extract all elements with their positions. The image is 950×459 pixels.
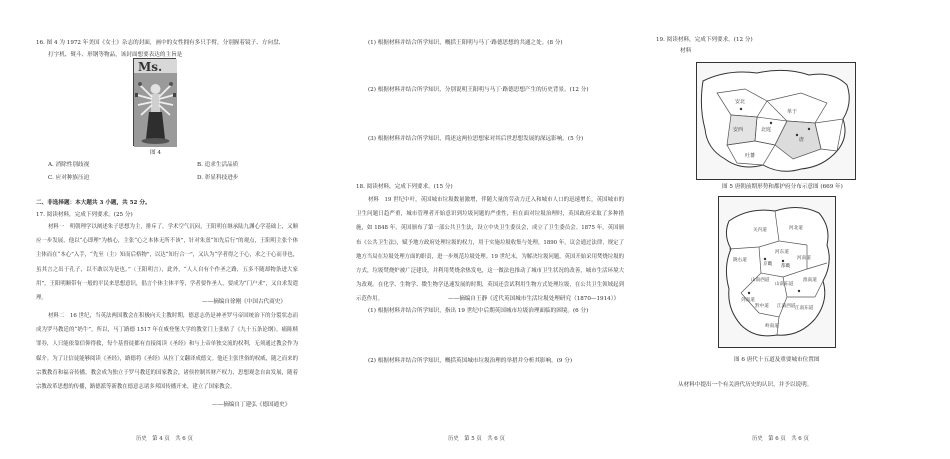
map2-label-jiangnan-east: 江南东道 <box>795 306 814 311</box>
q18-sub-2: (2) 根据材料并结合所学知识，概括英国城市垃圾治理的举措并分析其影响。(9 分) <box>368 358 572 364</box>
map1-label-anxi: 安西 <box>733 127 744 133</box>
q19-stem: 19. 阅读材料，完成下列要求。(12 分) <box>656 37 753 43</box>
map2-label-hedong: 河东道 <box>775 250 789 255</box>
map-2-drawing <box>719 197 835 347</box>
map2-label-huainan: 淮南道 <box>803 278 817 283</box>
q17-stem: 17. 阅读材料，完成下列要求。(25 分) <box>36 212 133 218</box>
map2-label-jiannan: 剑南道 <box>741 298 755 303</box>
q18-material-source: ——摘编自王静《近代英国城市生活垃圾处理研究（1870—1914）》 <box>448 296 620 302</box>
poster-title: Ms. <box>138 60 163 74</box>
map1-label-chanyu: 单于 <box>787 109 798 115</box>
map2-label-hebei: 河北道 <box>789 226 803 231</box>
map2-label-jingji: 京畿 <box>763 262 773 267</box>
q17-material-1-source: ——摘编自徐刚《中国古代商史》 <box>202 299 286 305</box>
map2-label-duji: 都畿 <box>781 264 791 269</box>
exam-page-4 <box>0 0 320 459</box>
map2-label-guannei: 关内道 <box>753 228 767 233</box>
q19-task: 从材料中提出一个有关唐代历史的认识，并予以说明。 <box>678 382 813 388</box>
map1-label-tubo: 吐蕃 <box>745 153 756 159</box>
option-d: D. 彰显科技进步 <box>197 175 239 181</box>
map2-label-shannan-east: 山南东道 <box>775 282 794 287</box>
map1-label-anbei: 安北 <box>735 99 746 105</box>
map2-label-henan: 河南道 <box>797 256 811 261</box>
page-4-footer: 历史 第 4 页 共 6 页 <box>136 436 193 442</box>
option-b: B. 追求生活品质 <box>197 162 239 168</box>
q17-sub-2: (2) 根据材料并结合所学知识，分别说明王阳明与马丁·路德思想产生的历史背景。(12 分) <box>368 87 589 93</box>
map2-label-longyou: 陇右道 <box>733 258 747 263</box>
page-6-footer: 历史 第 6 页 共 6 页 <box>752 436 809 442</box>
map2-label-qianzhong: 黔中道 <box>755 304 769 309</box>
q17-material-2: 材料二 16 世纪，当英法两国教会在积极向天主教时期，德意志仍是神圣罗马帝国统治下的分裂状态而成为罗马教廷的“奶牛”，所以，马丁路德 1517 年在威登堡大学的教堂门上张贴了《九十五条论纲》，痛陈赎罪券，人只能依靠信仰得救，每个基督徒都有直接阅读《圣经》和与上帝单独交流的权利，无须通过教会作为媒介。为了让信徒能够阅读《圣经》，路德将《圣经》从拉丁文翻译成德文。他还主张世俗的权威，随之而来的宗教教育和福音传播，教会成为独立于罗马教廷的国家教会，诸侯控制其财产权力，思想观念自由发展，随着宗教改革思想的传播，路德派等新教在德意志诸多邦国传播开来，建立了国家教会。 <box>36 313 298 391</box>
option-a: A. 消除性别歧视 <box>48 162 90 168</box>
exam-page-6 <box>632 0 950 459</box>
map-1-drawing <box>697 63 855 179</box>
q16-stem-line1: 16. 图 4 为 1972 年美国《女士》杂志的封面，画中的女性拥有多只手臂，分别握着镜子、方向盘、 <box>36 40 285 46</box>
material-label: 材料 <box>680 48 692 54</box>
map2-label-shannan-west: 山南西道 <box>751 278 770 283</box>
map2-label-lingnan: 岭南道 <box>765 324 779 329</box>
q16-stem-line2: 打字机、熨斗、形钢等物品，该封面想要表达的主旨是 <box>48 52 183 58</box>
q17-sub-3: (3) 根据材料并结合所学知识，简述这两位思想家对其后世思想发展的深远影响。(5 分) <box>368 136 584 142</box>
q17-material-2-source: ——摘编自丁建弘《德国通史》 <box>212 402 291 408</box>
q17-material-1: 材料一 明朝理学以阐述朱子思想为主，排斥了，学术空气沉闷，王阳明在继承陆九渊心学基础上，又顺应一步发展，他以“心即理”为核心，主张“心之本体无所不该”，针对朱熹“知先后行”的观点，王阳明主张个体主体而在“本心”入手，“先至（主）知而后格物”，以达“知行合一”，又认为“学者得之于心，求之于心而非也，虽其言之出于孔子，以不敢以为是也。”（王阳明言），此外，“人人自有个作圣之路，五多不随却物条进大家用”，王阳明顺带有一般的平民来思想意识，倡言个体主体平等，学者要作圣人，要成为“门户求”，又自求发遣理。 <box>36 224 298 302</box>
page-5-footer: 历史 第 5 页 共 6 页 <box>448 436 505 442</box>
goddess-figure-illustration <box>134 59 177 147</box>
map-2-caption: 图 6 唐代十五道及重要城市位置图 <box>734 357 820 363</box>
map-1-caption: 图 5 唐朝前期形势和都护府分布示意图 (669 年) <box>722 184 843 190</box>
q18-sub-1: (1) 根据材料并结合所学知识，指出 19 世纪中后期英国城市垃圾治理面临的困境。(6 分) <box>368 308 589 314</box>
map-tang-protectorates <box>696 62 856 180</box>
map-tang-fifteen-circuits <box>718 196 836 348</box>
map2-label-jiangnan-west: 江南西道 <box>777 304 796 309</box>
q17-sub-1: (1) 根据材料并结合所学知识，概括王阳明与马丁·路德思想的共通之处。(8 分) <box>368 40 563 46</box>
q18-stem: 18. 阅读材料，完成下列要求。(15 分) <box>356 184 453 190</box>
exam-page-5 <box>320 0 632 459</box>
figure-4-label: 图 4 <box>150 150 161 156</box>
map1-label-beiting: 北庭 <box>761 127 772 133</box>
section-2-heading: 二、非选择题：本大题共 3 小题，共 52 分。 <box>36 200 151 206</box>
ms-magazine-cover-image <box>133 58 176 146</box>
map1-label-tang: 唐 <box>799 137 805 143</box>
option-c: C. 应对种族压迫 <box>48 175 90 181</box>
q18-material: 材料 19 世纪中叶，英国城市垃圾数量激增，伴随大量的劳动力迁入和城市人口的迅速增长，英国城市的卫生问题日趋严重，城市管理者开始意识到垃圾问题的严重性，但在面对垃圾治理时，英国政府采取了多种措施，如 1848 年，英国颁布了第一部公共卫生法，设立中央卫生委员会，成立了卫生委员会。1875 年，英国颁布《公共卫生法》，赋予地方政府处理垃圾的权力，用于实施垃圾收集与处理，1890 年，议会通过法律，规定了地方当局在垃圾处理方面的职责，进一步规范垃圾处理。19 世纪末，为解决垃圾问题，英国开始采用焚烧垃圾的方式，垃圾焚烧炉被广泛建设，并利用焚烧余热发电，这一做法也推动了城市卫生状况的改善，城市生活环境大为改观。在化学、生物学、微生物学迅速发展的时期，英国还尝试利用生物方式处理垃圾，在公共卫生领域起到示范作用。 <box>356 197 624 303</box>
